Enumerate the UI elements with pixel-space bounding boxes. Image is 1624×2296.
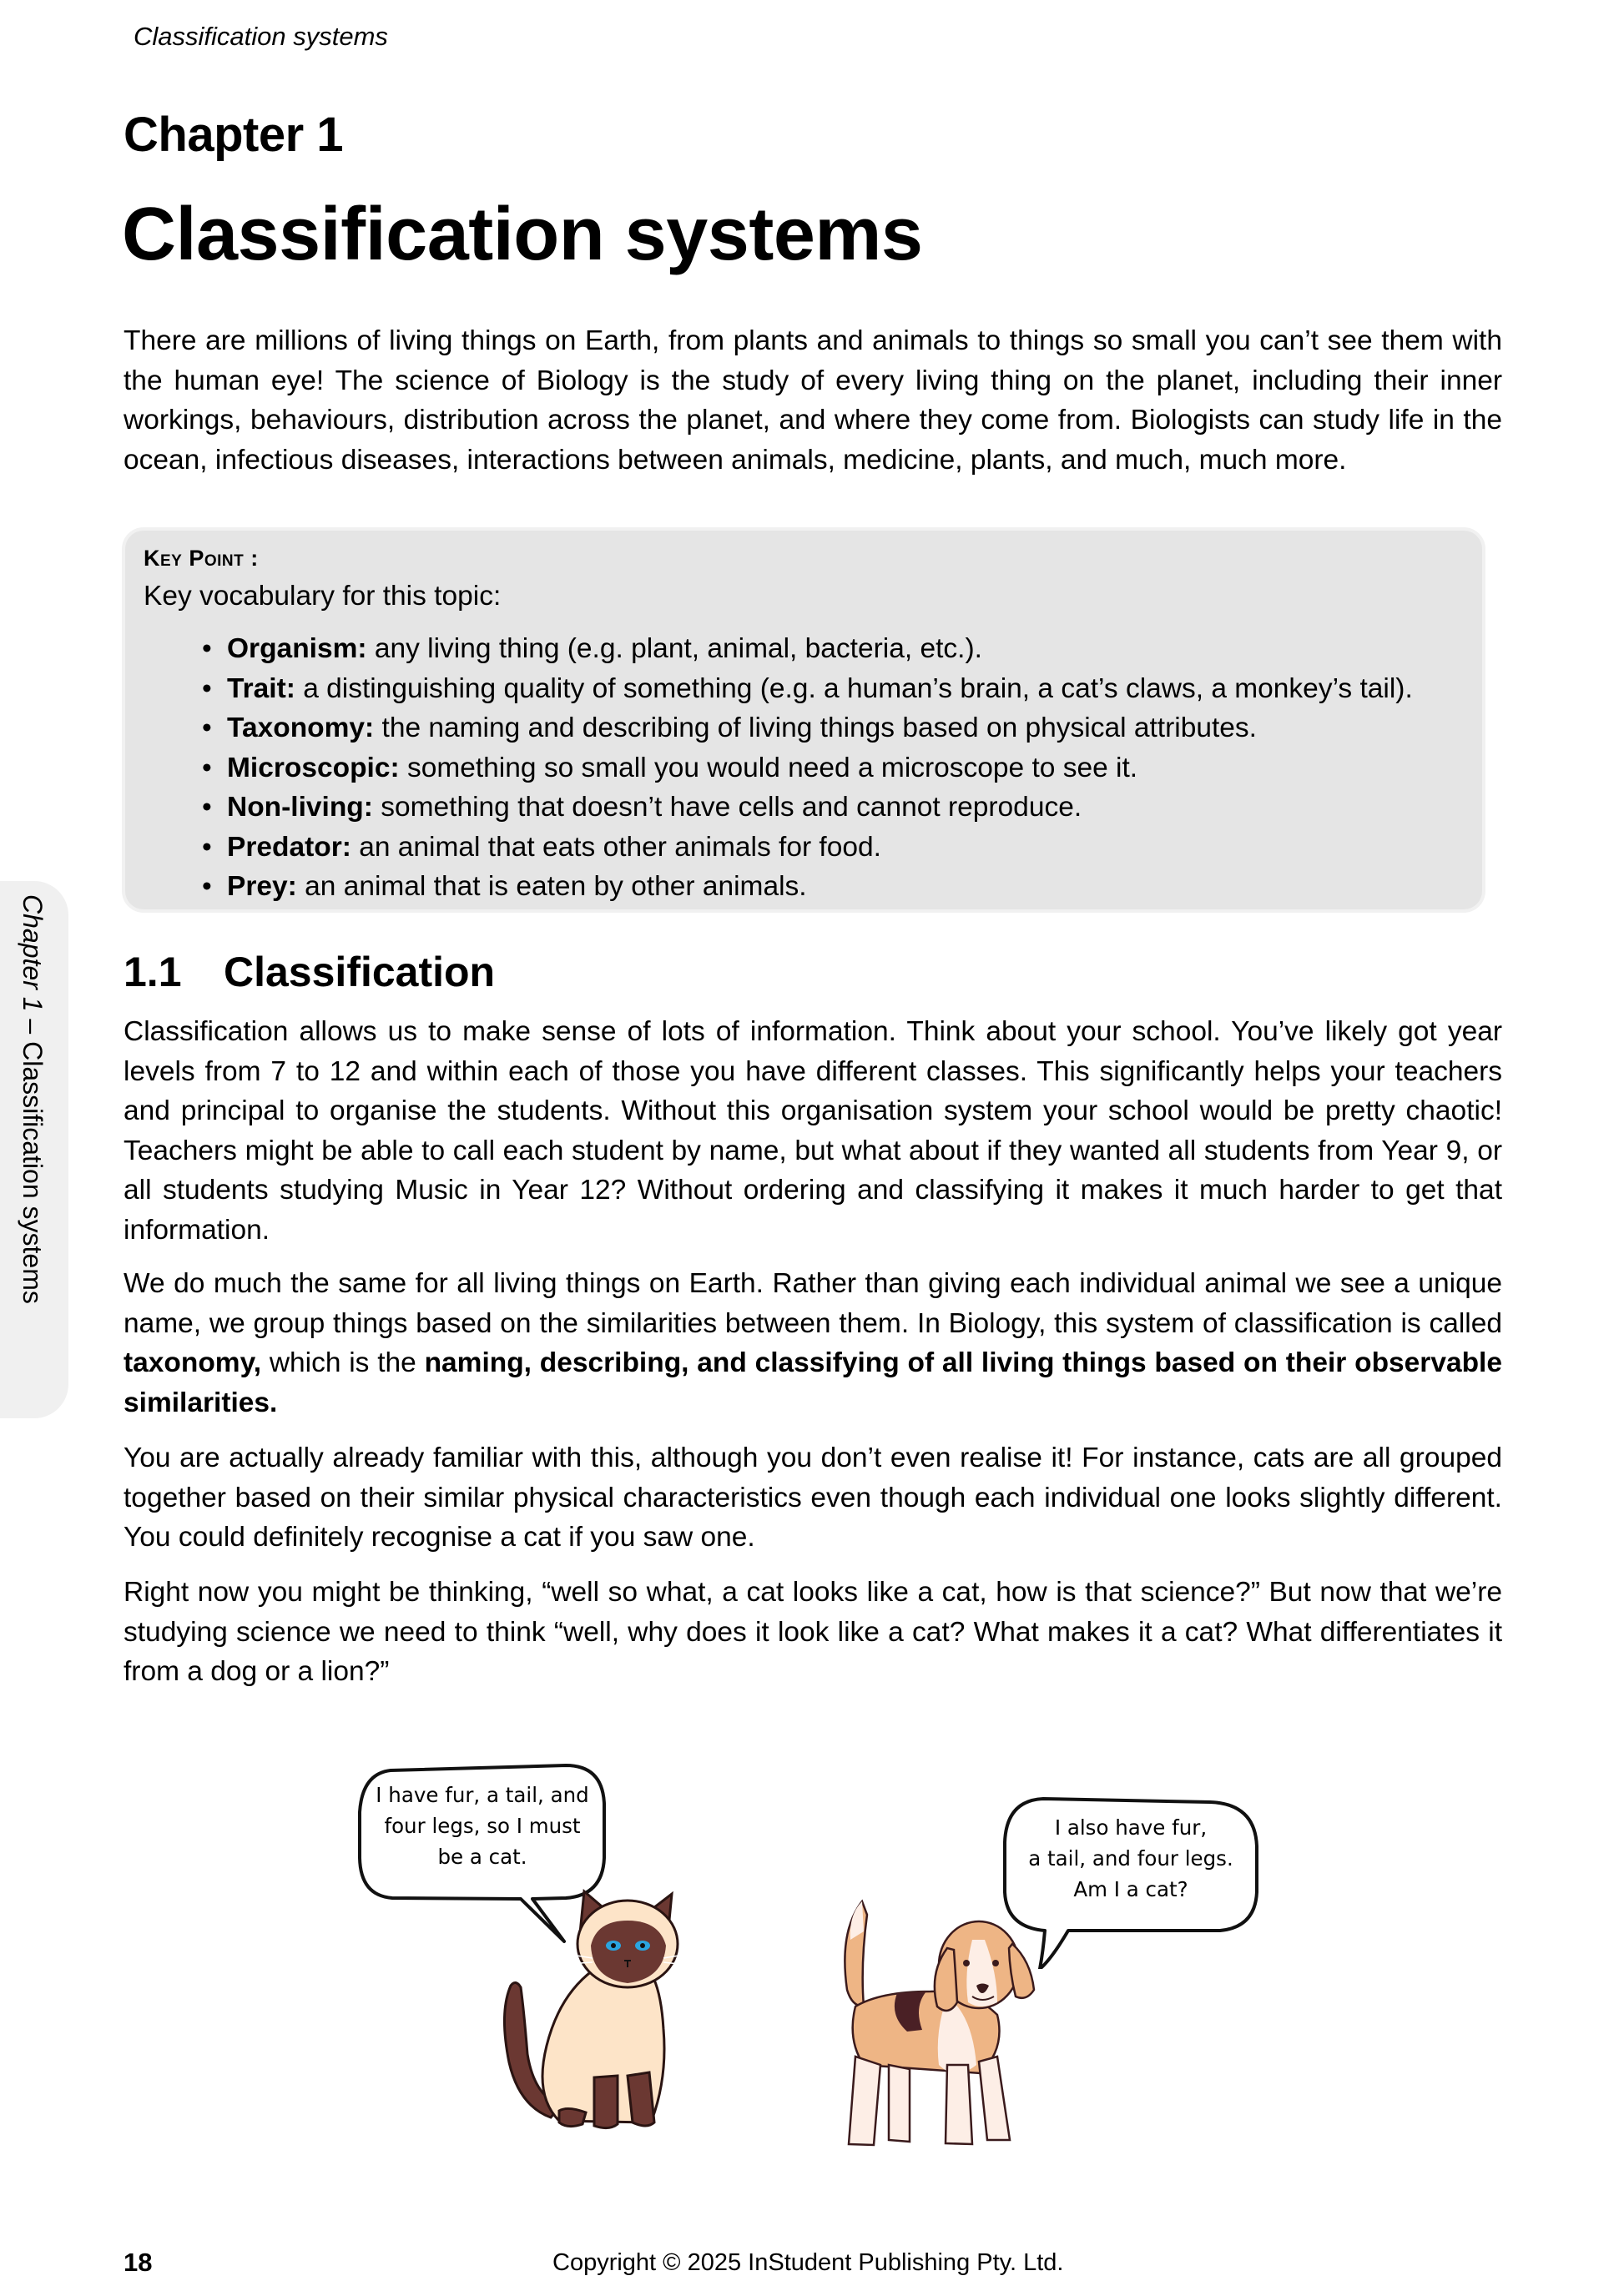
chapter-side-tab	[0, 881, 68, 1418]
section-paragraph-1	[124, 1012, 1502, 1250]
vocab-item	[202, 708, 1413, 748]
section-paragraph-4	[124, 1573, 1502, 1692]
vocab-item	[202, 669, 1413, 709]
vocab-definition: an animal that eats other animals for food.	[351, 831, 881, 863]
intro-paragraph: There are millions of living things on Earth, from plants and animals to things so small you can’t see them with the human eye! The science of Biology is the study of every living thing on the planet, including their inner workings, behaviours, distribution across the planet, and where they come from. Biologists can study life in the ocean, infectious diseases, interactions between animals, medicine, plants, and much, much more.	[124, 325, 1502, 476]
dog-bubble-text	[1001, 1812, 1260, 1905]
vocab-term: Microscopic:	[227, 752, 400, 783]
cat-icon	[501, 1887, 684, 2137]
page-number: 18	[124, 2248, 153, 2277]
bubble-line: Am I a cat?	[1073, 1877, 1188, 1901]
section-title: Classification	[224, 949, 496, 995]
cat-bubble-text	[357, 1780, 608, 1872]
bubble-line: I have fur, a tail, and	[376, 1783, 589, 1807]
vocab-definition: an animal that is eaten by other animals.	[296, 871, 807, 902]
section-paragraph-3	[124, 1438, 1502, 1558]
beagle-dog-illustration	[830, 1898, 1047, 2157]
siamese-cat-illustration	[501, 1887, 684, 2137]
bold-definition: naming, describing, and classifying of all living things based on their observable similarities.	[124, 1347, 1502, 1418]
vocab-item	[202, 828, 1413, 868]
chapter-title: Classification systems	[122, 193, 923, 276]
vocab-definition: something so small you would need a microscope to see it.	[399, 752, 1138, 783]
vocab-definition: the naming and describing of living things based on physical attributes.	[374, 712, 1257, 743]
vocab-item	[202, 788, 1413, 828]
section-number: 1.1	[124, 949, 182, 995]
vocab-definition: something that doesn’t have cells and cannot reproduce.	[372, 792, 1082, 823]
vocab-item	[202, 629, 1413, 669]
copyright-notice: Copyright © 2025 InStudent Publishing Pty. Ltd.	[552, 2249, 1064, 2276]
text-run: We do much the same for all living things on Earth. Rather than giving each individual animal we see a unique name, we group things based on the similarities between them. In Biology, this system of classification is called	[124, 1268, 1502, 1339]
bold-term: taxonomy,	[124, 1347, 262, 1378]
vocab-term: Predator:	[227, 831, 351, 863]
side-tab-label	[17, 894, 48, 1304]
vocab-term: Trait:	[227, 672, 295, 704]
chapter-label: Chapter 1	[124, 108, 344, 162]
paragraph-text	[124, 1264, 1502, 1422]
bubble-line: I also have fur,	[1054, 1815, 1208, 1840]
dog-icon	[830, 1898, 1047, 2157]
side-tab-chapter: Chapter 1	[18, 894, 48, 1012]
side-tab-title: Classification systems	[18, 1041, 48, 1304]
bubble-line: a tail, and four legs.	[1028, 1846, 1233, 1871]
vocab-term: Prey:	[227, 871, 297, 902]
bubble-line: four legs, so I must	[384, 1814, 581, 1838]
paragraph-text: You are actually already familiar with this, although you don’t even realise it! For instance, cats are all grouped together based on their similar physical characteristics even though each individual one looks slightly different. You could definitely recognise a cat if you saw one.	[124, 1443, 1502, 1553]
paragraph-text: Right now you might be thinking, “well so what, a cat looks like a cat, how is that science?” But now that we’re studying science we need to think “well, why does it look like a cat? What makes it a cat? What differentiates it from a dog or a lion?”	[124, 1577, 1502, 1687]
vocab-definition: a distinguishing quality of something (e.g. a human’s brain, a cat’s claws, a monkey’s tail).	[295, 672, 1413, 704]
paragraph-text: Classification allows us to make sense of lots of information. Think about your school. You’ve likely got year levels from 7 to 12 and within each of those you have different classes. This significantly helps your teachers and principal to organise the students. Without this organisation system your school would be pretty chaotic! Teachers might be able to call each student by name, but what about if they wanted all students from Year 9, or all students studying Music in Year 12? Without ordering and classifying it makes it much harder to get that information.	[124, 1016, 1502, 1246]
key-point-box	[125, 531, 1482, 909]
section-paragraph-2	[124, 1264, 1502, 1422]
vocabulary-list	[202, 629, 1413, 907]
vocab-definition: any living thing (e.g. plant, animal, bacteria, etc.).	[366, 633, 982, 664]
vocab-term: Taxonomy:	[227, 712, 375, 743]
bubble-line: be a cat.	[437, 1845, 527, 1869]
running-header: Classification systems	[134, 22, 388, 51]
vocab-term: Organism:	[227, 633, 367, 664]
text-run: which is the	[261, 1347, 425, 1378]
key-point-intro: Key vocabulary for this topic:	[144, 581, 502, 612]
vocab-term: Non-living:	[227, 792, 373, 823]
key-point-label: Key Point :	[144, 546, 259, 571]
intro-section	[124, 321, 1502, 480]
vocab-item	[202, 867, 1413, 907]
section-heading	[124, 948, 495, 996]
vocab-item	[202, 748, 1413, 788]
side-tab-separator: –	[18, 1011, 48, 1042]
